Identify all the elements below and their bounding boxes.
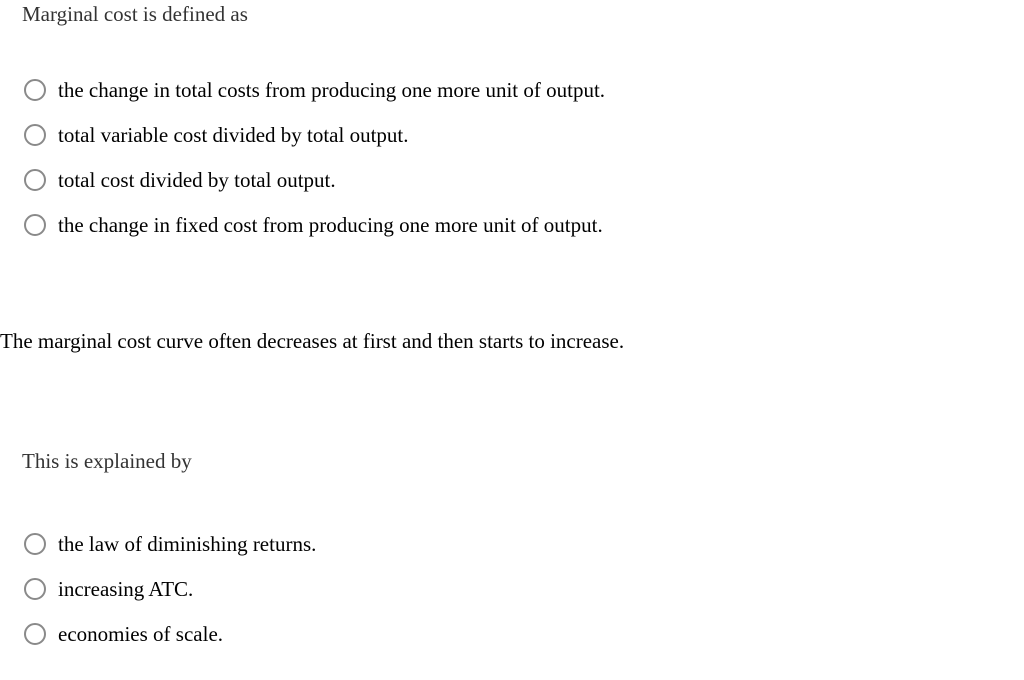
statement-text: The marginal cost curve often decreases at first and then starts to increase. <box>0 329 625 353</box>
radio-button[interactable] <box>24 623 46 645</box>
option-label: increasing ATC. <box>58 576 194 601</box>
radio-button[interactable] <box>24 124 46 146</box>
radio-button[interactable] <box>24 214 46 236</box>
radio-button[interactable] <box>24 578 46 600</box>
option-label: the law of diminishing returns. <box>58 531 317 556</box>
question2-option-2[interactable] <box>24 574 193 604</box>
option-label: total variable cost divided by total output. <box>58 122 409 147</box>
question2-option-1[interactable] <box>24 529 316 559</box>
radio-button[interactable] <box>24 169 46 191</box>
option-label: total cost divided by total output. <box>58 167 336 192</box>
radio-button[interactable] <box>24 79 46 101</box>
radio-button[interactable] <box>24 533 46 555</box>
question1-option-2[interactable] <box>24 120 409 150</box>
question1-prompt: Marginal cost is defined as <box>22 2 248 26</box>
question1-option-4[interactable] <box>24 210 603 240</box>
option-label: the change in total costs from producing one more unit of output. <box>58 77 606 102</box>
question2-prompt: This is explained by <box>22 449 192 473</box>
question2-option-3[interactable] <box>24 619 223 649</box>
question1-option-3[interactable] <box>24 165 336 195</box>
question1-option-1[interactable] <box>24 75 605 105</box>
option-label: the change in fixed cost from producing one more unit of output. <box>58 212 603 237</box>
option-label: economies of scale. <box>58 621 224 646</box>
